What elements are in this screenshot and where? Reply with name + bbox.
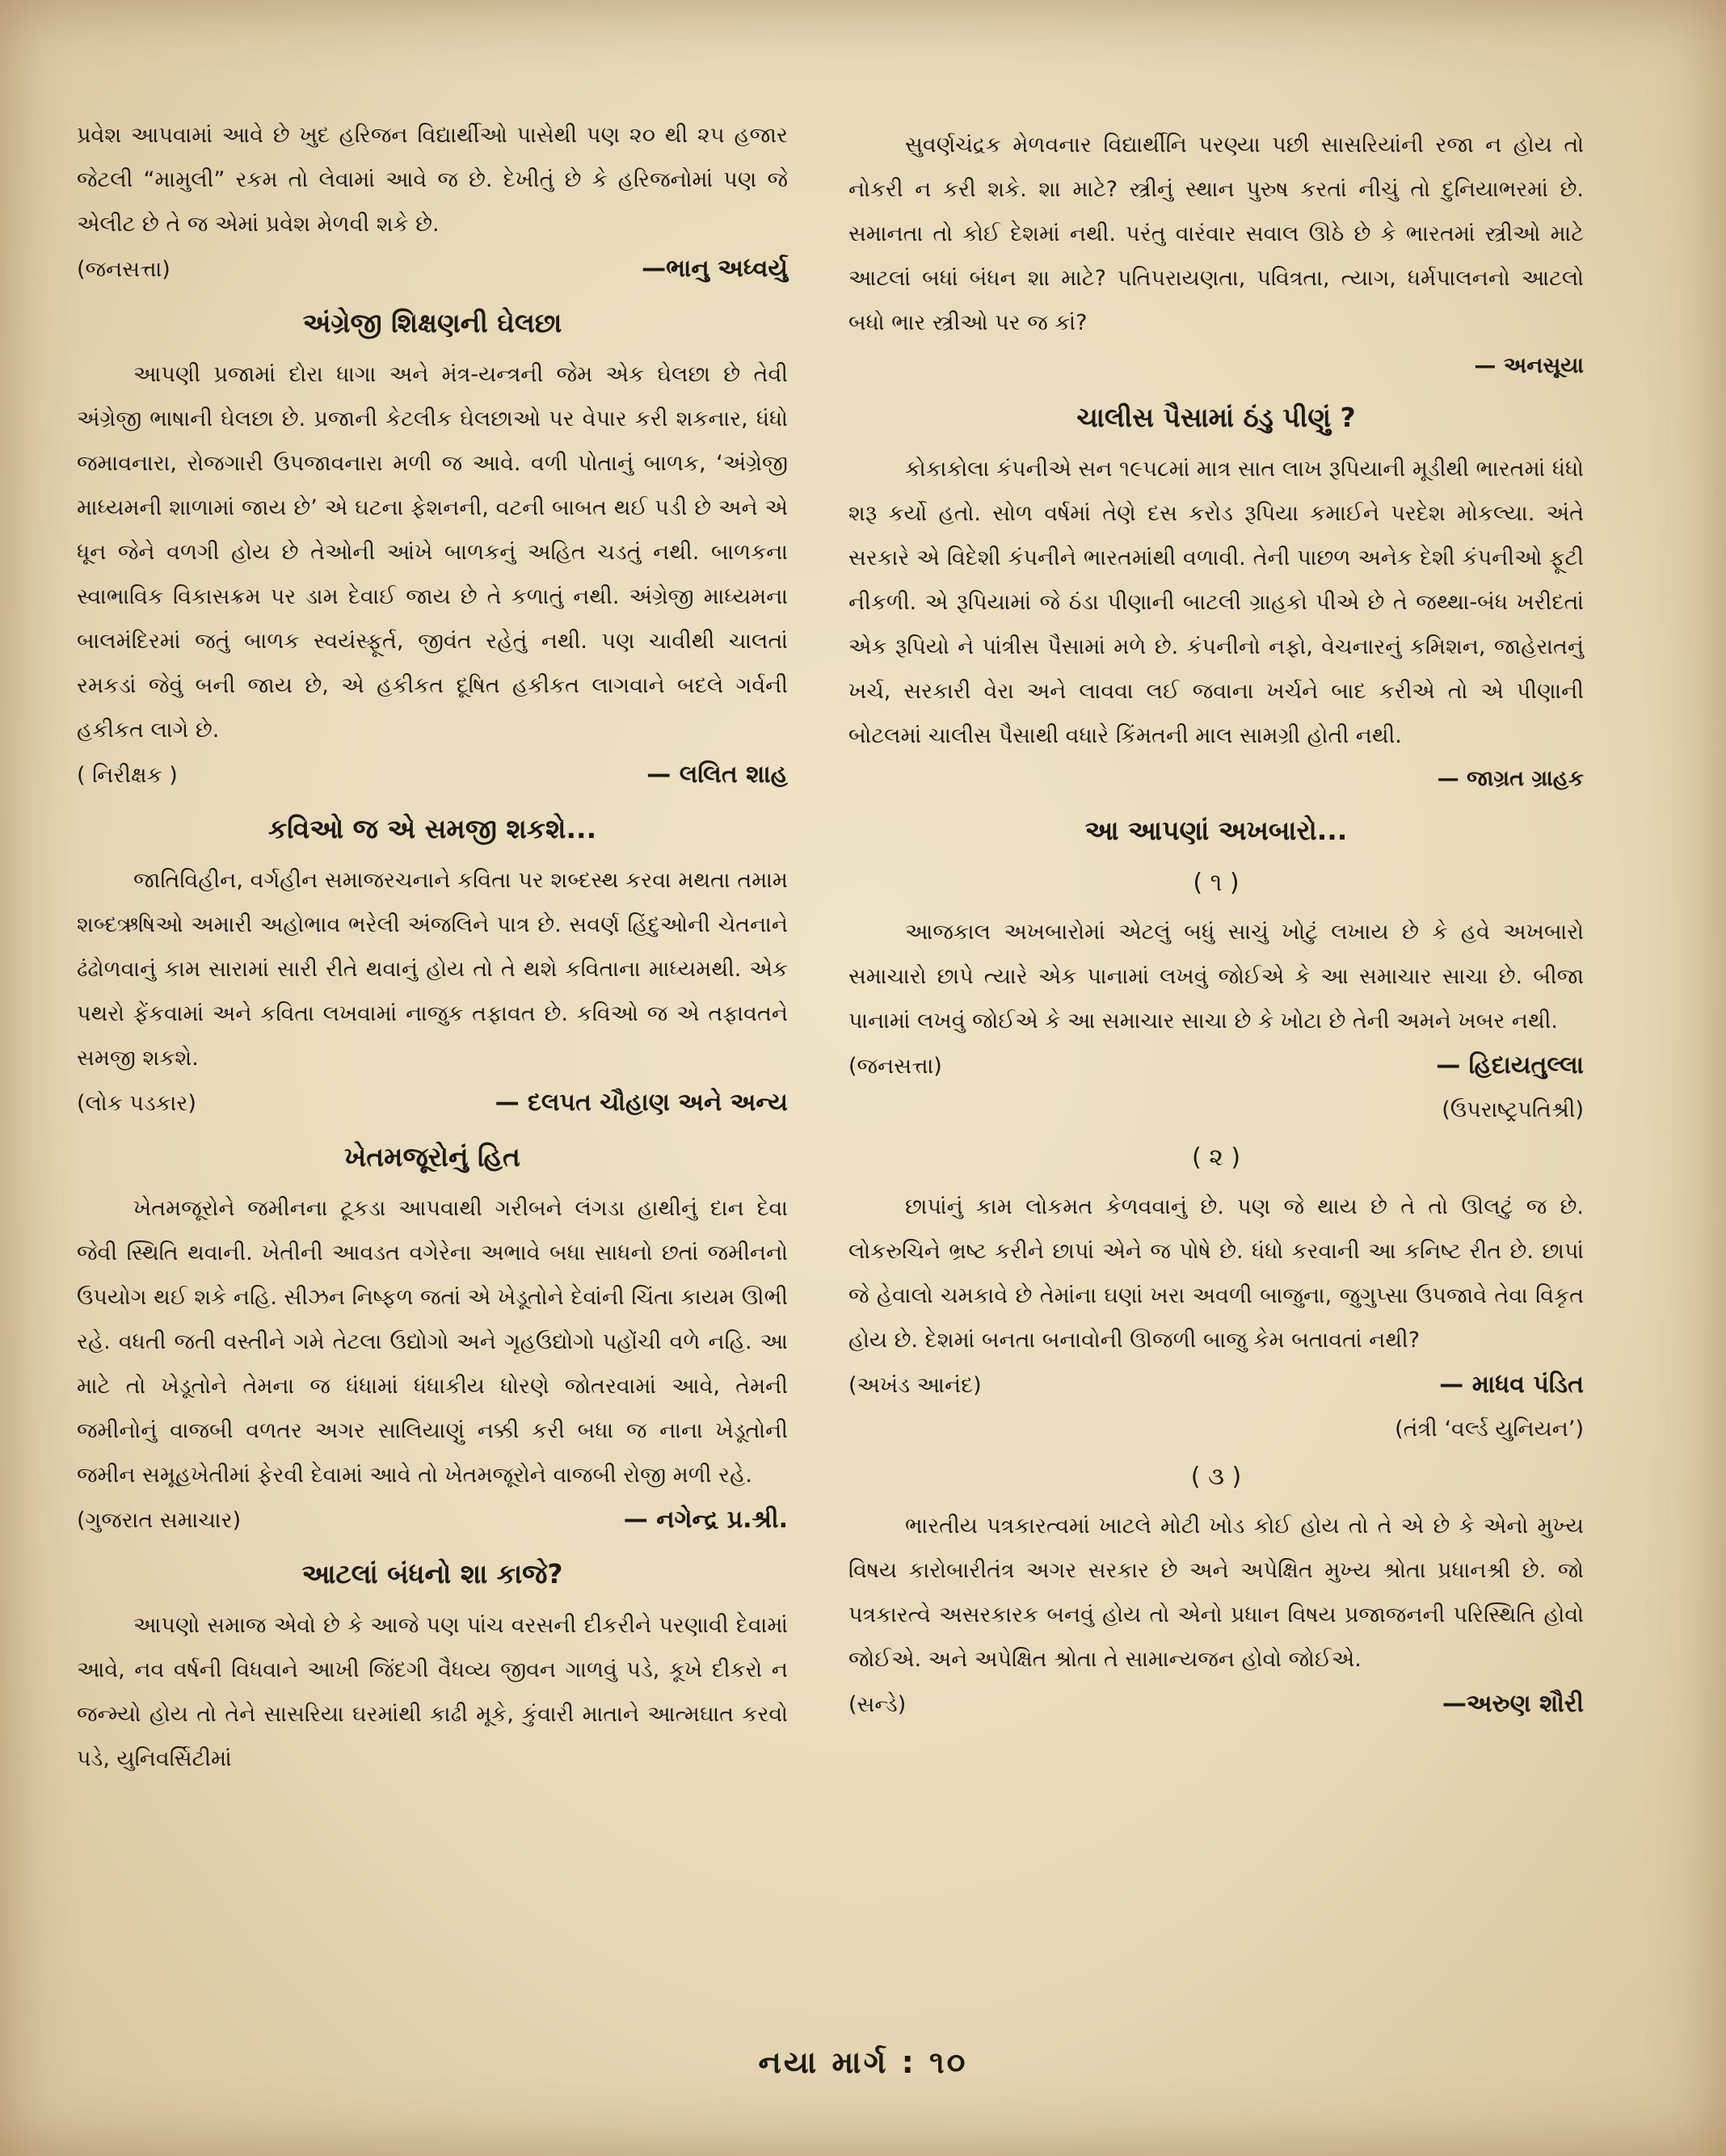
right-column bbox=[848, 123, 1584, 1728]
article-body-cold-drink: કોકાકોલા કંપનીએ સન ૧૯૫૮માં માત્ર સાત લાખ રૂપિયાની મૂડીથી ભારતમાં ધંધો શરૂ કર્યો હતો. સોળ વર્ષમાં તેણે દસ કરોડ રૂપિયા કમાઈને પરદેશ મોકલ્યા. અંતે સરકારે એ વિદેશી કંપનીને ભારતમાંથી વળાવી. તેની પાછળ અનેક દેશી કંપનીઓ ફૂટી નીકળી. એ રૂપિયામાં જે ઠંડા પીણાની બાટલી ગ્રાહકો પીએ છે તે જથ્થા-બંધ ખરીદતાં એક રૂપિયો ને પાંત્રીસ પૈસામાં મળે છે. કંપનીનો નફો, વેચનારનું કમિશન, જાહેરાતનું ખર્ચ, સરકારી વેરા અને લાવવા લઈ જવાના ખર્ચને બાદ કરીએ તો એ પીણાની બોટલમાં ચાલીસ પૈસાથી વધારે કિંમતની માલ સામગ્રી હોતી નથી. bbox=[848, 457, 1584, 748]
source-english-craze: ( નિરીક્ષક ) bbox=[77, 763, 178, 788]
role-newspapers-2: (તંત્રી ‘વર્લ્ડ યુનિયન’) bbox=[1395, 1417, 1584, 1442]
intro-source: (જનસત્તા) bbox=[77, 257, 170, 282]
source-newspapers-2: (અખંડ આનંદ) bbox=[848, 1373, 982, 1398]
article-title-poets: કવિઓ જ એ સમજી શકશે... bbox=[267, 813, 597, 844]
source-newspapers-1: (જનસત્તા) bbox=[848, 1054, 942, 1079]
attribution-poets bbox=[77, 1080, 788, 1126]
article-title-english-craze: અંગ્રેજી શિક્ષણની ઘેલછા bbox=[302, 307, 562, 339]
section-number-3: ( ૩ ) bbox=[1190, 1463, 1242, 1491]
newspapers-paragraph-2: છાપાંનું કામ લોકમત કેળવવાનું છે. પણ જે થાય છે તે તો ઊલટું જ છે. લોકરુચિને ભ્રષ્ટ કરીને છાપાં એને જ પોષે છે. ધંધો કરવાની આ કનિષ્ટ રીત છે. છાપાં જે હેવાલો ચમકાવે છે તેમાંના ઘણાં ખરા અવળી બાજુના, જુગુપ્સા ઉપજાવે તેવા વિકૃત હોય છે. દેશમાં બનતા બનાવોની ઊજળી બાજુ કેમ બતાવતાં નથી? bbox=[848, 1194, 1584, 1353]
author-english-craze: — લલિત શાહ bbox=[646, 760, 788, 789]
article-title-farm-labourers: ખેતમજૂરોનું હિત bbox=[344, 1141, 520, 1173]
author-newspapers-3: —અરુણ શૌરી bbox=[1442, 1690, 1584, 1718]
left-column bbox=[77, 113, 788, 1781]
newspapers-paragraph-1: આજકાલ અખબારોમાં એટલું બધું સાચું ખોટું લખાય છે કે હવે અખબારો સમાચારો છાપે ત્યારે એક પાનામાં લખવું જોઈએ કે આ સમાચાર સાચા છે. બીજા પાનામાં લખવું જોઈએ કે આ સમાચાર સાચા છે કે ખોટા છે તેની અમને ખબર નથી. bbox=[848, 920, 1584, 1034]
article-body-farm-labourers: ખેતમજૂરોને જમીનના ટૂકડા આપવાથી ગરીબને લંગડા હાથીનું દાન દેવા જેવી સ્થિતિ થવાની. ખેતીની આવડત વગેરેના અભાવે બધા સાધનો છતાં જમીનનો ઉપયોગ થઈ શકે નહિ. સીઝન નિષ્ફળ જતાં એ ખેડૂતોને દેવાંની ચિંતા કાયમ ઊભી રહે. વધતી જતી વસ્તીને ગમે તેટલા ઉદ્યોગો અને ગૃહઉદ્યોગો પહોંચી વળે નહિ. આ માટે તો ખેડૂતોને તેમના જ ધંધામાં ધંધાકીય ધોરણે જોતરવામાં આવે, તેમની જમીનોનું વાજબી વળતર અગર સાલિયાણું નક્કી કરી બધા જ નાના ખેડૂતોની જમીન સમૂહખેતીમાં ફેરવી દેવામાં આવે તો ખેતમજૂરોને વાજબી રોજી મળી રહે. bbox=[77, 1196, 788, 1488]
author-cold-drink: — જાગ્રત ગ્રાહક bbox=[1437, 766, 1584, 791]
role-newspapers-1: (ઉપરાષ્ટ્રપતિશ્રી) bbox=[1442, 1097, 1584, 1122]
source-farm-labourers: (ગુજરાત સમાચાર) bbox=[77, 1508, 242, 1533]
article-title-cold-drink: ચાલીસ પૈસામાં ઠંડુ પીણું ? bbox=[1076, 402, 1356, 433]
continued-body-bonds: સુવર્ણચંદ્રક મેળવનાર વિદ્યાર્થીનિ પરણ્યા પછી સાસરિયાંની રજા ન હોય તો નોકરી ન કરી શકે. શા માટે? સ્ત્રીનું સ્થાન પુરુષ કરતાં નીચું તો દુનિયાભરમાં છે. સમાનતા તો કોઈ દેશમાં નથી. પરંતુ વારંવાર સવાલ ઊઠે છે કે ભારતમાં સ્ત્રીઓ માટે આટલાં બધાં બંધન શા માટે? પતિપરાયણતા, પવિત્રતા, ત્યાગ, ધર્મપાલનનો આટલો બધો ભાર સ્ત્રીઓ પર જ કાં? bbox=[848, 133, 1584, 335]
author-bonds: — અનસૂયા bbox=[1474, 353, 1584, 378]
attribution-english-craze bbox=[77, 752, 788, 798]
attribution-newspapers-3 bbox=[848, 1682, 1584, 1728]
attribution-farm-labourers bbox=[77, 1497, 788, 1543]
author-poets: — દલપત ચૌહાણ અને અન્ય bbox=[495, 1089, 788, 1117]
intro-author: —ભાનુ અધ્વર્યુ bbox=[642, 255, 788, 283]
section-number-1: ( ૧ ) bbox=[1193, 869, 1240, 897]
section-number-2: ( ૨ ) bbox=[1191, 1143, 1241, 1172]
article-body-english-craze: આપણી પ્રજામાં દોરા ધાગા અને મંત્ર-યન્ત્રની જેમ એક ઘેલછા છે તેવી અંગ્રેજી ભાષાની ઘેલછા છે. પ્રજાની કેટલીક ઘેલછાઓ પર વેપાર કરી શકનાર, ધંધો જમાવનારા, રોજગારી ઉપજાવનારા મળી જ આવે. વળી પોતાનું બાળક, ‘અંગ્રેજી માધ્યમની શાળામાં જાય છે’ એ ઘટના ફેશનની, વટની બાબત થઈ પડી છે અને એ ધૂન જેને વળગી હોય છે તેઓની આંખે બાળકનું અહિત ચડતું નથી. બાળકના સ્વાભાવિક વિકાસક્રમ પર ડામ દેવાઈ જાય છે તે કળાતું નથી. અંગ્રેજી માધ્યમના બાલમંદિરમાં જતું બાળક સ્વયંસ્ફૂર્ત, જીવંત રહેતું નથી. પણ ચાવીથી ચાલતાં રમકડાં જેવું બની જાય છે, એ હકીકત દૂષિત હકીકત લાગવાને બદલે ગર્વની હકીકત લાગે છે. bbox=[77, 362, 788, 743]
source-newspapers-3: (સન્ડે) bbox=[848, 1692, 907, 1717]
newspapers-paragraph-3: ભારતીય પત્રકારત્વમાં ખાટલે મોટી ખોડ કોઈ હોય તો તે એ છે કે એનો મુખ્ય વિષય કારોબારીતંત્ર અગર સરકાર છે અને અપેક્ષિત મુખ્ય શ્રોતા પ્રધાનશ્રી છે. જો પત્રકારત્વે અસરકારક બનવું હોય તો એનો પ્રધાન વિષય પ્રજાજનની પરિસ્થિતિ હોવો જોઈએ. અને અપેક્ષિત શ્રોતા તે સામાન્યજન હોવો જોઈએ. bbox=[848, 1514, 1584, 1672]
author-farm-labourers: — નગેન્દ્ર પ્ર.શ્રી. bbox=[623, 1505, 788, 1534]
article-body-bonds: આપણો સમાજ એવો છે કે આજે પણ પાંચ વરસની દીકરીને પરણાવી દેવામાં આવે, નવ વર્ષની વિધવાને આખી જિંદગી વૈધવ્ય જીવન ગાળવું પડે, કૂખે દીકરો ન જન્મ્યો હોય તો તેને સાસરિયા ઘરમાંથી કાઢી મૂકે, કુંવારી માતાને આત્મઘાત કરવો પડે, યુનિવર્સિટીમાં bbox=[77, 1613, 788, 1771]
source-poets: (લોક પડકાર) bbox=[77, 1091, 196, 1116]
intro-attribution bbox=[77, 246, 788, 293]
page-footer: નયા માર્ગ : ૧૦ bbox=[758, 2044, 968, 2080]
article-title-newspapers: આ આપણાં અખબારો... bbox=[1084, 815, 1348, 846]
article-title-bonds: આટલાં બંધનો શા કાજે? bbox=[301, 1558, 563, 1590]
author-newspapers-2: — માધવ પંડિત bbox=[1439, 1371, 1584, 1399]
author-newspapers-1: — હિદાયતુલ્લા bbox=[1436, 1051, 1584, 1080]
intro-paragraph: પ્રવેશ આપવામાં આવે છે ખુદ હરિજન વિદ્યાર્થીઓ પાસેથી પણ ૨૦ થી ૨૫ હજાર જેટલી “મામુલી” રકમ તો લેવામાં આવે જ છે. દેખીતું છે કે હરિજનોમાં પણ જે એલીટ છે તે જ એમાં પ્રવેશ મેળવી શકે છે. bbox=[77, 123, 788, 237]
attribution-newspapers-1 bbox=[848, 1043, 1584, 1089]
article-body-poets: જાતિવિહીન, વર્ગહીન સમાજરચનાને કવિતા પર શબ્દસ્થ કરવા મથતા તમામ શબ્દઋષિઓ અમારી અહોભાવ ભરેલી અંજલિને પાત્ર છે. સવર્ણ હિંદુઓની ચેતનાને ઢંઢોળવાનું કામ સારામાં સારી રીતે થવાનું હોય તો તે થશે કવિતાના માધ્યમથી. એક પથરો ફેંકવામાં અને કવિતા લખવામાં નાજુક તફાવત છે. કવિઓ જ એ તફાવતને સમજી શકશે. bbox=[77, 868, 788, 1071]
attribution-newspapers-2 bbox=[848, 1362, 1584, 1409]
